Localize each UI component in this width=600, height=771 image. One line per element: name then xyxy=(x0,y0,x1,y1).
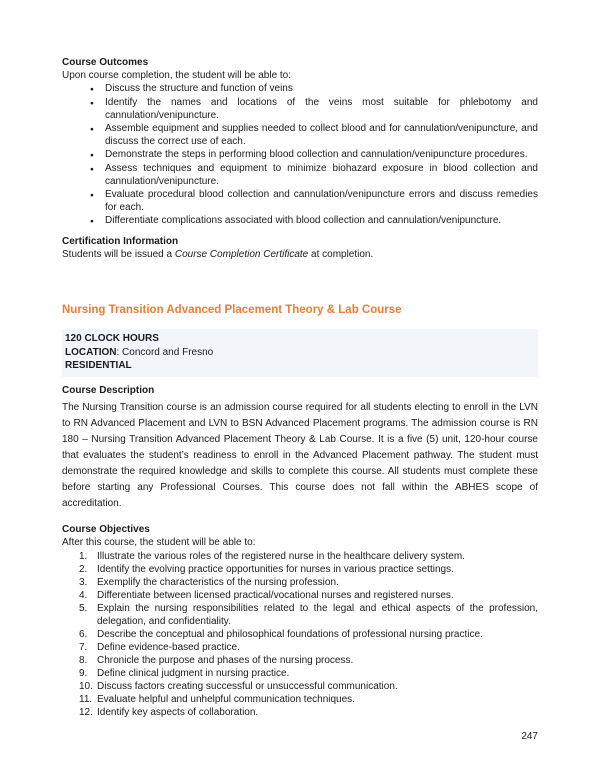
bullet-icon: ● xyxy=(90,192,94,199)
list-item xyxy=(62,654,538,667)
list-item-text: Assess techniques and equipment to minimize biohazard exposure in blood collection and cannulation/venipuncture. xyxy=(105,163,538,187)
list-item-text: Evaluate procedural blood collection and cannulation/venipuncture errors and discuss remedies for each. xyxy=(105,189,538,213)
location-label: LOCATION xyxy=(65,346,117,358)
list-number: 11. xyxy=(79,693,93,705)
list-item-text: Describe the conceptual and philosophical foundations of professional nursing practice. xyxy=(97,628,483,640)
list-number: 2. xyxy=(79,563,88,575)
certification-heading: Certification Information xyxy=(62,236,179,247)
certification-text xyxy=(62,248,538,261)
list-item-text: Discuss factors creating successful or unsuccessful communication. xyxy=(97,680,398,692)
list-item xyxy=(62,563,538,576)
list-item-text: Explain the nursing responsibilities related to the legal and ethical aspects of the profession, delegation, and confidentiality. xyxy=(97,602,538,627)
list-number: 12. xyxy=(79,706,93,718)
certification-text-suffix: at completion. xyxy=(308,249,374,260)
list-item-text: Illustrate the various roles of the registered nurse in the healthcare delivery system. xyxy=(97,550,465,562)
page-number: 247 xyxy=(521,731,538,742)
clock-hours: 120 CLOCK HOURS xyxy=(65,333,159,344)
section-certification xyxy=(62,235,538,261)
list-item xyxy=(62,706,538,719)
list-item-text: Discuss the structure and function of veins xyxy=(105,83,293,94)
list-item-text: Chronicle the purpose and phases of the nursing process. xyxy=(97,654,354,666)
list-item-text: Identify key aspects of collaboration. xyxy=(97,706,259,718)
bullet-icon: ● xyxy=(90,218,94,225)
list-item-text: Define clinical judgment in nursing practice. xyxy=(97,667,290,679)
list-item xyxy=(62,96,538,122)
list-number: 5. xyxy=(79,602,88,614)
location-line xyxy=(65,346,534,360)
certificate-name-italic: Course Completion Certificate xyxy=(174,249,309,260)
course-objectives-heading: Course Objectives xyxy=(62,523,150,535)
list-item-text: Identify the names and locations of the veins most suitable for phlebotomy and cannulation/venipuncture. xyxy=(105,97,538,121)
location-value: : Concord and Fresno xyxy=(116,346,214,358)
list-item xyxy=(62,589,538,602)
certification-text-prefix: Students will be issued a xyxy=(62,249,175,260)
course-description-text: The Nursing Transition course is an admission course required for all students electing to enroll in the LVN to RN Advanced Placement and LVN to BSN Advanced Placement programs. The admission course is RN 180 – Nursing Transition Advanced Placement Theory & Lab Course. It is a five (5) unit, 120-hour course that evaluates the student’s readiness to enroll in the Advanced Placement pathway. The student must demonstrate the required knowledge and skills to complete this course. All students must complete these before starting any Professional Courses. This course does not fall within the ABHES scope of accreditation. xyxy=(62,401,538,509)
course-info-block xyxy=(62,329,538,377)
list-item xyxy=(62,148,538,162)
bullet-icon: ● xyxy=(90,100,94,107)
list-item xyxy=(62,641,538,654)
course-outcomes-list xyxy=(62,82,538,228)
bullet-icon: ● xyxy=(90,166,94,173)
section-course-outcomes xyxy=(62,56,538,228)
list-item xyxy=(62,122,538,148)
list-item-text: Demonstrate the steps in performing blood collection and cannulation/venipuncture procedures. xyxy=(105,149,528,160)
list-item xyxy=(62,680,538,693)
bullet-icon: ● xyxy=(90,126,94,133)
list-number: 6. xyxy=(79,628,88,640)
list-item xyxy=(62,162,538,188)
list-number: 4. xyxy=(79,589,88,601)
list-number: 8. xyxy=(79,654,88,666)
course-title: Nursing Transition Advanced Placement Theory & Lab Course xyxy=(62,304,402,316)
list-item xyxy=(62,576,538,589)
list-item xyxy=(62,188,538,214)
list-item xyxy=(62,667,538,680)
list-item-text: Identify the evolving practice opportunities for nurses in various practice settings. xyxy=(97,563,454,575)
bullet-icon: ● xyxy=(90,86,94,93)
list-item-text: Define evidence-based practice. xyxy=(97,641,240,653)
list-item-text: Evaluate helpful and unhelpful communication techniques. xyxy=(97,693,355,705)
list-item-text: Differentiate between licensed practical/vocational nurses and registered nurses. xyxy=(97,589,454,601)
bullet-icon: ● xyxy=(90,152,94,159)
list-item-text: Differentiate complications associated with blood collection and cannulation/venipuncture. xyxy=(105,215,502,226)
list-item-text: Exemplify the characteristics of the nursing profession. xyxy=(97,576,339,588)
list-item xyxy=(62,602,538,628)
list-item-text: Assemble equipment and supplies needed to collect blood and for cannulation/venipuncture, and discuss the correct use of each. xyxy=(105,123,538,147)
list-number: 3. xyxy=(79,576,88,588)
list-item xyxy=(62,693,538,706)
list-item xyxy=(62,628,538,641)
list-item xyxy=(62,214,538,228)
list-number: 9. xyxy=(79,667,88,679)
course-description-heading: Course Description xyxy=(62,384,155,396)
list-number: 1. xyxy=(79,550,88,562)
list-number: 10. xyxy=(79,680,93,692)
course-objectives-intro: After this course, the student will be able to: xyxy=(62,536,256,548)
course-objectives-list xyxy=(62,550,538,719)
residential-label: RESIDENTIAL xyxy=(65,360,132,371)
list-item xyxy=(62,82,538,96)
section-course-objectives xyxy=(62,523,538,719)
course-outcomes-intro: Upon course completion, the student will be able to: xyxy=(62,70,292,81)
course-outcomes-heading: Course Outcomes xyxy=(62,57,149,68)
list-number: 7. xyxy=(79,641,88,653)
section-course-description xyxy=(62,384,538,512)
list-item xyxy=(62,550,538,563)
